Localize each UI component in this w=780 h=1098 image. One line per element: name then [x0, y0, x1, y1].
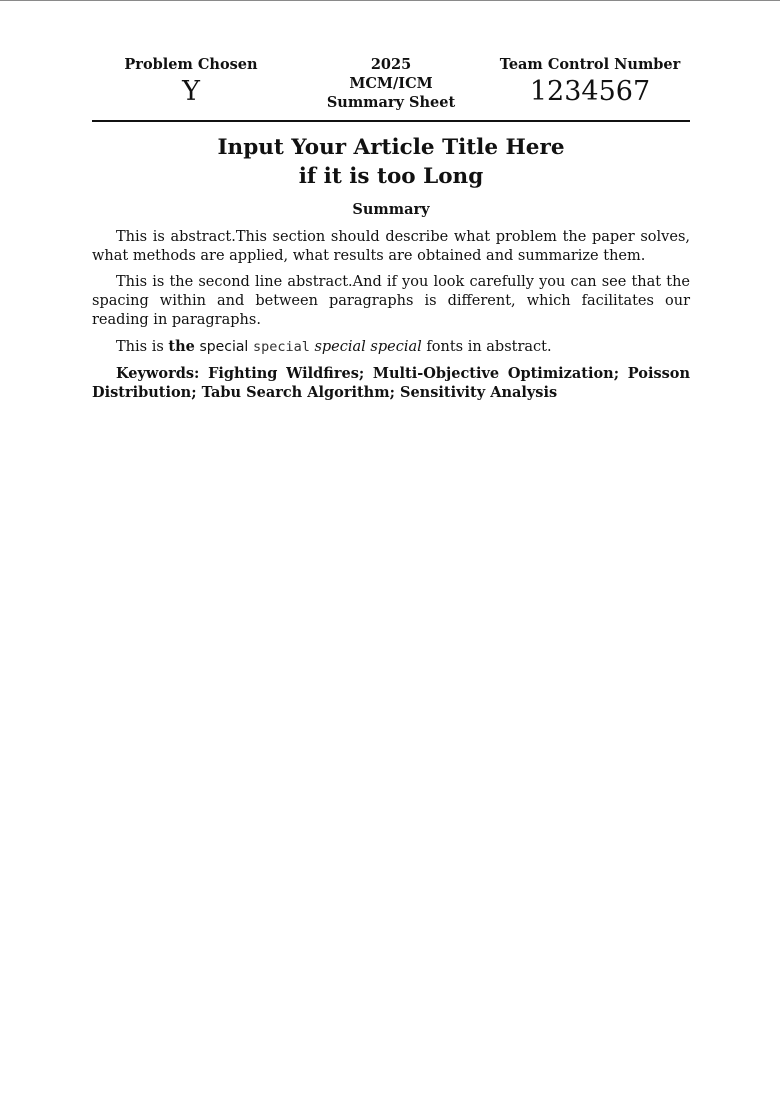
header-divider: [92, 120, 690, 122]
sheet-name: Summary Sheet: [326, 94, 456, 111]
summary-heading: Summary: [352, 201, 430, 218]
contest-name: MCM/ICM: [349, 75, 433, 92]
problem-chosen-label: Problem Chosen: [124, 56, 258, 73]
contest-year: 2025: [370, 56, 412, 73]
article-title-line-1: Input Your Article Title Here: [217, 135, 565, 160]
font-demo-suffix: fonts in abstract.: [426, 339, 552, 355]
font-demo-slanted: special: [370, 339, 422, 355]
summary-sheet-header: [92, 55, 690, 121]
font-demo-prefix: This is: [116, 339, 169, 355]
font-demo-mono: special: [252, 339, 310, 355]
article-title: [92, 133, 690, 191]
contest-block: [310, 55, 472, 112]
abstract-paragraph-2: This is the second line abstract.And if you look carefully you can see that the spacing within and between paragraphs is different, which facilitates our reading in paragraphs.: [92, 274, 690, 328]
article-title-line-2: if it is too Long: [298, 164, 484, 189]
font-demo-bold: the: [168, 338, 195, 355]
problem-chosen-block: [92, 55, 290, 108]
font-demo-sans: special: [199, 339, 249, 355]
keywords: Keywords: Fighting Wildfires; Multi-Objective Optimization; Poisson Distribution; Tabu Search Algorithm; Sensitivity Analysis: [92, 365, 690, 401]
abstract-body: [92, 228, 690, 409]
abstract-paragraph-1: This is abstract.This section should describe what problem the paper solves, what methods are applied, what results are obtained and summarize them.: [92, 229, 690, 264]
font-demo-italic: special: [314, 339, 366, 355]
team-control-block: [490, 55, 690, 108]
abstract-paragraph-3: [92, 337, 690, 357]
problem-chosen-value: Y: [182, 76, 200, 107]
team-control-value: 1234567: [529, 76, 651, 107]
team-control-label: Team Control Number: [499, 56, 681, 73]
